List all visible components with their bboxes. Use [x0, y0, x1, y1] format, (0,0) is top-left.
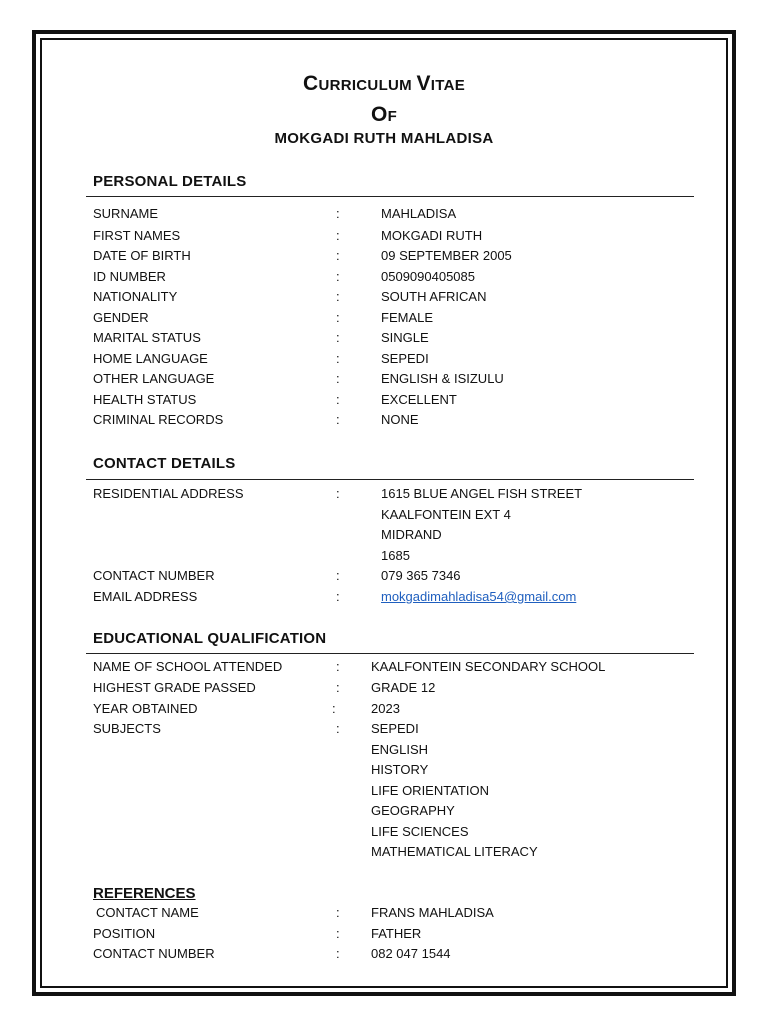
detail-row: CRIMINAL RECORDS : NONE	[93, 412, 419, 427]
detail-row: FIRST NAMES : MOKGADI RUTH	[93, 228, 483, 243]
address-line: KAALFONTEIN EXT 4	[381, 507, 511, 522]
section-divider	[86, 653, 694, 654]
detail-row: NAME OF SCHOOL ATTENDED : KAALFONTEIN SECONDARY SCHOOL	[93, 659, 606, 674]
detail-row: DATE OF BIRTH : 09 SEPTEMBER 2005	[93, 248, 512, 263]
subject-item: GEOGRAPHY	[371, 803, 455, 818]
detail-row: POSITION : FATHER	[93, 926, 422, 941]
detail-row: NATIONALITY : SOUTH AFRICAN	[93, 289, 487, 304]
references-heading: REFERENCES	[93, 885, 196, 902]
subject-item: MATHEMATICAL LITERACY	[371, 844, 538, 859]
personal-details-heading: PERSONAL DETAILS	[93, 173, 247, 190]
section-divider	[86, 196, 694, 197]
address-line: MIDRAND	[381, 527, 442, 542]
detail-row: HIGHEST GRADE PASSED : GRADE 12	[93, 680, 436, 695]
section-divider	[86, 479, 694, 480]
detail-row: CONTACT NUMBER : 079 365 7346	[93, 568, 461, 583]
subject-item: HISTORY	[371, 762, 429, 777]
candidate-name: MOKGADI RUTH MAHLADISA	[274, 130, 494, 147]
detail-row: SURNAME : MAHLADISA	[93, 206, 457, 221]
address-line: 1685	[381, 548, 410, 563]
detail-row: YEAR OBTAINED : 2023	[93, 701, 400, 716]
subject-item: LIFE ORIENTATION	[371, 783, 489, 798]
detail-row: CONTACT NAME : FRANS MAHLADISA	[96, 905, 494, 920]
subject-item: ENGLISH	[371, 742, 429, 757]
education-heading: EDUCATIONAL QUALIFICATION	[93, 630, 327, 647]
detail-row: ID NUMBER : 0509090405085	[93, 269, 475, 284]
subject-item: LIFE SCIENCES	[371, 824, 469, 839]
document-title: CURRICULUM VITAE	[302, 72, 466, 95]
detail-row: CONTACT NUMBER : 082 047 1544	[93, 946, 451, 961]
email-link[interactable]: mokgadimahladisa54@gmail.com	[381, 589, 577, 604]
detail-row: OTHER LANGUAGE : ENGLISH & ISIZULU	[93, 371, 504, 386]
document-title-of: OF	[370, 103, 398, 126]
detail-row: HOME LANGUAGE : SEPEDI	[93, 351, 429, 366]
detail-row: GENDER : FEMALE	[93, 310, 434, 325]
detail-row: MARITAL STATUS : SINGLE	[93, 330, 429, 345]
detail-row: RESIDENTIAL ADDRESS : 1615 BLUE ANGEL FISH STREET	[93, 486, 583, 501]
detail-row: SUBJECTS : SEPEDI	[93, 721, 419, 736]
contact-details-heading: CONTACT DETAILS	[93, 455, 236, 472]
detail-row: EMAIL ADDRESS : mokgadimahladisa54@gmail.com	[93, 587, 693, 607]
detail-row: HEALTH STATUS : EXCELLENT	[93, 392, 457, 407]
